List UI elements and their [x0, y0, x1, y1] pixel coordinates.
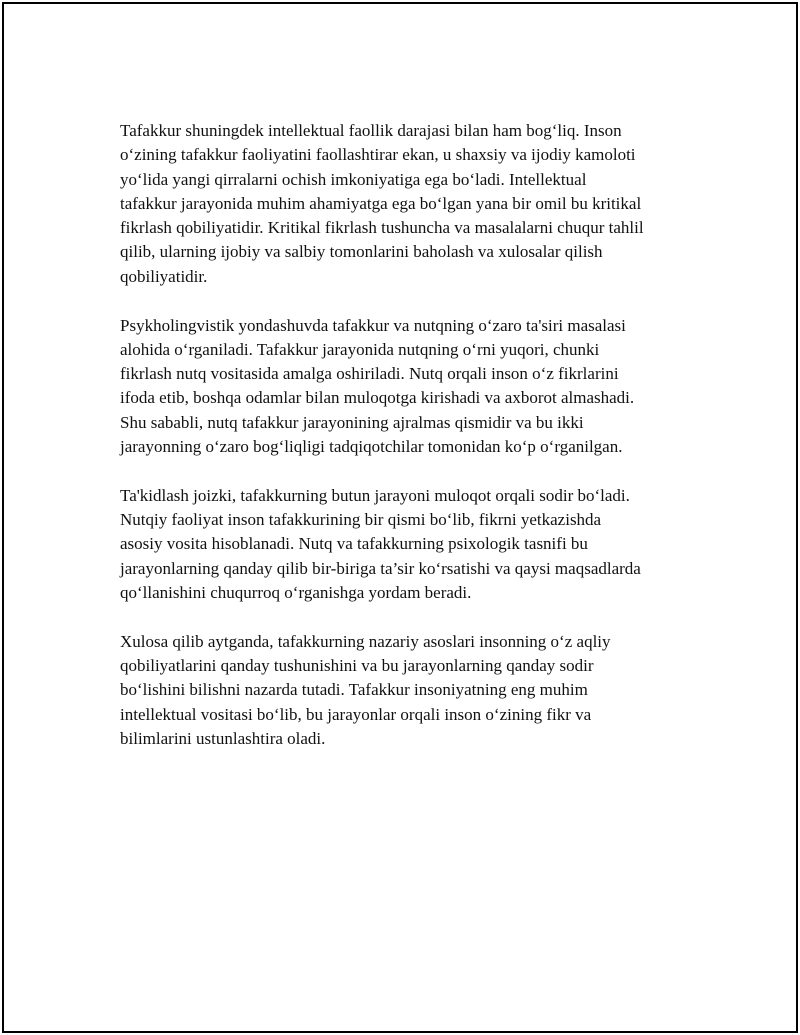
text-line: Xulosa qilib aytganda, tafakkurning nazariy asoslari insonning o‘z aqliy [120, 631, 611, 651]
text-line: alohida o‘rganiladi. Tafakkur jarayonida nutqning o‘rni yuqori, chunki [120, 339, 600, 359]
text-line: bilimlarini ustunlashtira oladi. [120, 729, 326, 749]
text-line: bo‘lishini bilishni nazarda tutadi. Tafakkur insoniyatning eng muhim [120, 680, 588, 700]
text-line: Shu sababli, nutq tafakkur jarayonining ajralmas qismidir va bu ikki [120, 412, 584, 432]
text-line: intellektual vositasi bo‘lib, bu jarayonlar orqali inson o‘zining fikr va [120, 704, 592, 724]
text-line: Tafakkur shuningdek intellektual faollik darajasi bilan ham bog‘liq. Inson [120, 121, 622, 140]
text-line: o‘zining tafakkur faoliyatini faollashtirar ekan, u shaxsiy va ijodiy kamoloti [120, 145, 636, 165]
paragraph-4 [120, 630, 692, 751]
text-line: qilib, ularning ijobiy va salbiy tomonlarini baholash va xulosalar qilish [120, 242, 603, 262]
text-line: Nutqiy faoliyat inson tafakkurining bir qismi bo‘lib, fikrni yetkazishda [120, 510, 602, 530]
paragraph-2 [120, 314, 692, 460]
text-line: fikrlash nutq vositasida amalga oshiriladi. Nutq orqali inson o‘z fikrlarini [120, 364, 619, 384]
text-line: fikrlash qobiliyatidir. Kritikal fikrlash tushuncha va masalalarni chuqur tahlil [120, 218, 644, 238]
text-line: yo‘lida yangi qirralarni ochish imkoniyatiga ega bo‘ladi. Intellektual [120, 169, 587, 189]
text-line: jarayonning o‘zaro bog‘liqligi tadqiqotchilar tomonidan ko‘p o‘rganilgan. [120, 437, 623, 457]
text-line: jarayonlarning qanday qilib bir-biriga ta’sir ko‘rsatishi va qaysi maqsadlarda [120, 558, 641, 578]
text-line: asosiy vosita hisoblanadi. Nutq va tafakkurning psixologik tasnifi bu [120, 534, 588, 554]
paragraph-1 [120, 119, 692, 289]
text-line: Psykholingvistik yondashuvda tafakkur va nutqning o‘zaro ta'siri masalasi [120, 315, 626, 335]
text-line: qobiliyatidir. [120, 266, 208, 286]
document-page [2, 2, 798, 1033]
text-line: qo‘llanishini chuqurroq o‘rganishga yordam beradi. [120, 583, 472, 603]
text-line: tafakkur jarayonida muhim ahamiyatga ega bo‘lgan yana bir omil bu kritikal [120, 193, 642, 213]
document-body [120, 119, 692, 776]
text-line: Ta'kidlash joizki, tafakkurning butun jarayoni muloqot orqali sodir bo‘ladi. [120, 485, 630, 505]
paragraph-3 [120, 484, 692, 605]
text-line: qobiliyatlarini qanday tushunishini va bu jarayonlarning qanday sodir [120, 656, 594, 676]
text-line: ifoda etib, boshqa odamlar bilan muloqotga kirishadi va axborot almashadi. [120, 388, 635, 408]
